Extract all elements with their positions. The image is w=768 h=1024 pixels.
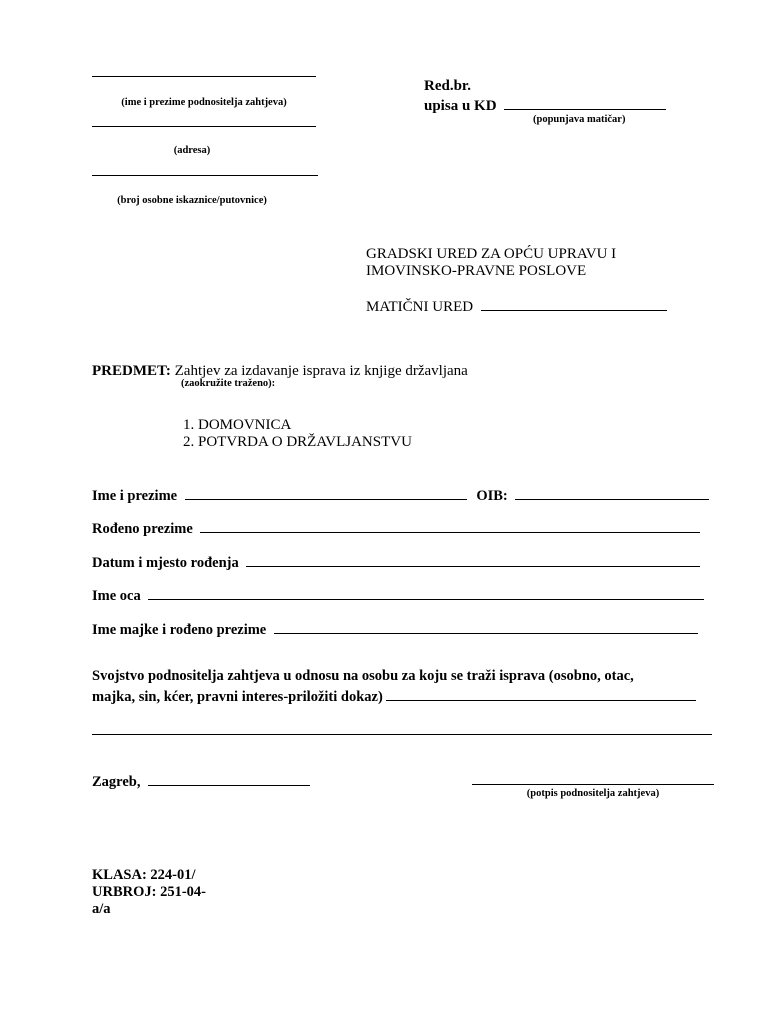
- upisa-label: upisa u KD: [424, 98, 497, 114]
- relation-line-2: majka, sin, kćer, pravni interes-priložiti dokaz): [92, 689, 383, 705]
- subject-instruction: (zaokružite traženo):: [181, 378, 276, 389]
- upisa-input-line[interactable]: [504, 95, 666, 110]
- filled-by-caption: (popunjava matičar): [533, 114, 626, 125]
- relation-row-2: [92, 686, 696, 706]
- relation-input-extra-line[interactable]: [92, 734, 712, 735]
- field-row-ime-oca: [92, 585, 704, 605]
- oib-label: OIB:: [476, 488, 508, 504]
- place-row: [92, 771, 310, 791]
- maticni-input-line[interactable]: [481, 296, 667, 311]
- applicant-name-caption: (ime i prezime podnositelja zahtjeva): [121, 97, 287, 108]
- relation-input[interactable]: [386, 686, 696, 701]
- ime-oca-input[interactable]: [148, 585, 704, 600]
- signature-caption: (potpis podnositelja zahtjeva): [526, 788, 660, 799]
- ime-oca-label: Ime oca: [92, 588, 141, 604]
- upisa-row: [424, 95, 666, 115]
- red-br-label: Red.br.: [424, 78, 471, 94]
- applicant-id-caption: (broj osobne iskaznice/putovnice): [117, 195, 267, 206]
- date-input[interactable]: [148, 771, 310, 786]
- rodeno-prezime-label: Rođeno prezime: [92, 521, 193, 537]
- option-domovnica[interactable]: 1. DOMOVNICA: [183, 417, 292, 433]
- applicant-address-line[interactable]: [92, 126, 316, 127]
- aa: a/a: [92, 901, 111, 917]
- rodeno-prezime-input[interactable]: [200, 518, 700, 533]
- oib-input[interactable]: [515, 485, 709, 500]
- ime-prezime-input[interactable]: [185, 485, 467, 500]
- office-line-1: GRADSKI URED ZA OPĆU UPRAVU I: [366, 246, 617, 262]
- subject-label: PREDMET:: [92, 363, 171, 379]
- datum-mjesto-label: Datum i mjesto rođenja: [92, 555, 239, 571]
- place-label: Zagreb,: [92, 774, 141, 790]
- subject-text: Zahtjev za izdavanje isprava iz knjige državljana: [174, 363, 468, 379]
- field-row-datum-mjesto: [92, 552, 700, 572]
- field-row-ime-majke: [92, 619, 698, 639]
- relation-line-1: Svojstvo podnositelja zahtjeva u odnosu na osobu za koju se traži isprava (osobno, otac,: [92, 668, 634, 684]
- datum-mjesto-input[interactable]: [246, 552, 700, 567]
- ime-prezime-label: Ime i prezime: [92, 488, 178, 504]
- subject-row: [92, 363, 468, 380]
- applicant-id-line[interactable]: [92, 175, 318, 176]
- urbroj: URBROJ: 251-04-: [92, 884, 206, 900]
- office-line-2: IMOVINSKO-PRAVNE POSLOVE: [366, 263, 587, 279]
- ime-majke-input[interactable]: [274, 619, 698, 634]
- applicant-address-caption: (adresa): [173, 145, 211, 156]
- field-row-ime-prezime: [92, 485, 709, 505]
- maticni-row: [366, 296, 667, 316]
- klasa: KLASA: 224-01/: [92, 867, 196, 883]
- signature-line[interactable]: [472, 784, 714, 785]
- ime-majke-label: Ime majke i rođeno prezime: [92, 622, 267, 638]
- option-potvrda[interactable]: 2. POTVRDA O DRŽAVLJANSTVU: [183, 434, 412, 450]
- applicant-name-line[interactable]: [92, 76, 316, 77]
- maticni-label: MATIČNI URED: [366, 299, 474, 315]
- field-row-rodeno-prezime: [92, 518, 700, 538]
